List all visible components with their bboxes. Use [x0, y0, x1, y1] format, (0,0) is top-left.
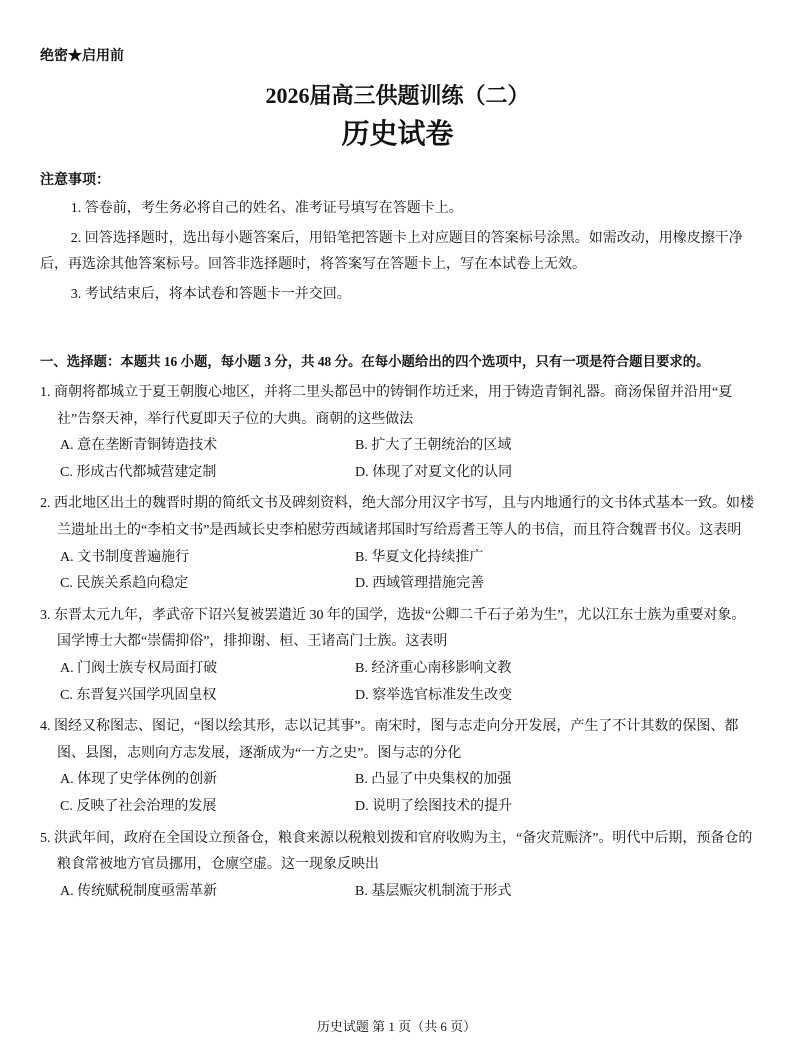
exam-subtitle: 历史试卷	[341, 118, 454, 150]
options-grid	[40, 879, 755, 906]
question-stem: 5. 洪武年间，政府在全国设立预备仓，粮食来源以税粮划拨和官府收购为主，“备灾荒赈济”。明代中后期，预备仓的粮食常被地方官员挪用，仓廪空虚。这一现象反映出	[40, 830, 753, 873]
option: C. 形成古代都城营建定制	[60, 464, 217, 480]
option: C. 反映了社会治理的发展	[60, 798, 217, 814]
option: B. 经济重心南移影响文教	[355, 660, 512, 676]
section-heading: 一、选择题：本题共 16 小题，每小题 3 分，共 48 分。在每小题给出的四个选项中，只有一项是符合题目要求的。	[40, 353, 710, 369]
option: D. 体现了对夏文化的认同	[355, 464, 513, 480]
question-stem: 3. 东晋太元九年，孝武帝下诏兴复被罢遣近 30 年的国学，选拔“公卿二千石子弟为生”，尤以江东士族为重要对象。国学博士大都“崇儒抑俗”，排抑谢、桓、王诸高门士族。这表明	[40, 607, 746, 650]
option: B. 基层赈灾机制流于形式	[355, 883, 512, 899]
question-stem: 2. 西北地区出土的魏晋时期的简纸文书及碑刻资料，绝大部分用汉字书写，且与内地通行的文书体式基本一致。如楼兰遗址出土的“李柏文书”是西域长史李柏慰劳西域诸邦国时写给焉耆王等人的书信，而且符合魏晋书仪。这表明	[40, 496, 754, 538]
notice-item: 1. 答卷前，考生务必将自己的姓名、准考证号填写在答题卡上。	[70, 201, 463, 217]
question	[40, 714, 755, 820]
option: A. 意在垄断青铜铸造技术	[60, 438, 218, 454]
option: C. 民族关系趋向稳定	[60, 576, 189, 592]
question-stem: 4. 图经又称图志、图记，“图以绘其形，志以记其事”。南宋时，图与志走向分开发展，产生了不计其数的保图、都图、县图，志则向方志发展，逐渐成为“一方之史”。图与志的分化	[40, 719, 739, 761]
options-grid	[40, 767, 755, 820]
options-grid	[40, 656, 755, 709]
option: B. 华夏文化持续推广	[355, 549, 484, 565]
exam-title: 2026届高三供题训练（二）	[265, 82, 530, 108]
option: D. 察举选官标准发生改变	[355, 687, 513, 703]
notice-section	[40, 168, 755, 309]
option: D. 西域管理措施完善	[355, 576, 485, 592]
option: A. 门阀士族专权局面打破	[60, 660, 218, 676]
option: B. 扩大了王朝统治的区域	[355, 438, 512, 454]
page-footer: 历史试题 第 1 页（共 6 页）	[316, 1019, 477, 1035]
option: C. 东晋复兴国学巩固皇权	[60, 687, 217, 703]
option: A. 文书制度普遍施行	[60, 549, 190, 565]
question	[40, 603, 755, 709]
option: D. 说明了绘图技术的提升	[355, 798, 513, 814]
option: A. 体现了史学体例的创新	[60, 772, 218, 788]
notice-item: 2. 回答选择题时，选出每小题答案后，用铅笔把答题卡上对应题目的答案标号涂黑。如需改动，用橡皮擦干净后，再选涂其他答案标号。回答非选择题时，将答案写在答题卡上，写在本试卷上无效。	[40, 230, 743, 273]
options-grid	[40, 433, 755, 486]
question	[40, 380, 755, 486]
question	[40, 826, 755, 906]
question-list	[40, 380, 755, 905]
question	[40, 491, 755, 597]
option: B. 凸显了中央集权的加强	[355, 772, 512, 788]
options-grid	[40, 545, 755, 598]
option: A. 传统赋税制度亟需革新	[60, 883, 218, 899]
notice-item: 3. 考试结束后，将本试卷和答题卡一并交回。	[70, 286, 351, 302]
classification-label: 绝密★启用前	[40, 49, 124, 64]
notice-heading: 注意事项：	[40, 172, 110, 188]
question-stem: 1. 商朝将都城立于夏王朝腹心地区，并将二里头都邑中的铸铜作坊迁来，用于铸造青铜礼器。商汤保留并沿用“夏社”告祭天神，举行代夏即天子位的大典。商朝的这些做法	[40, 385, 733, 427]
